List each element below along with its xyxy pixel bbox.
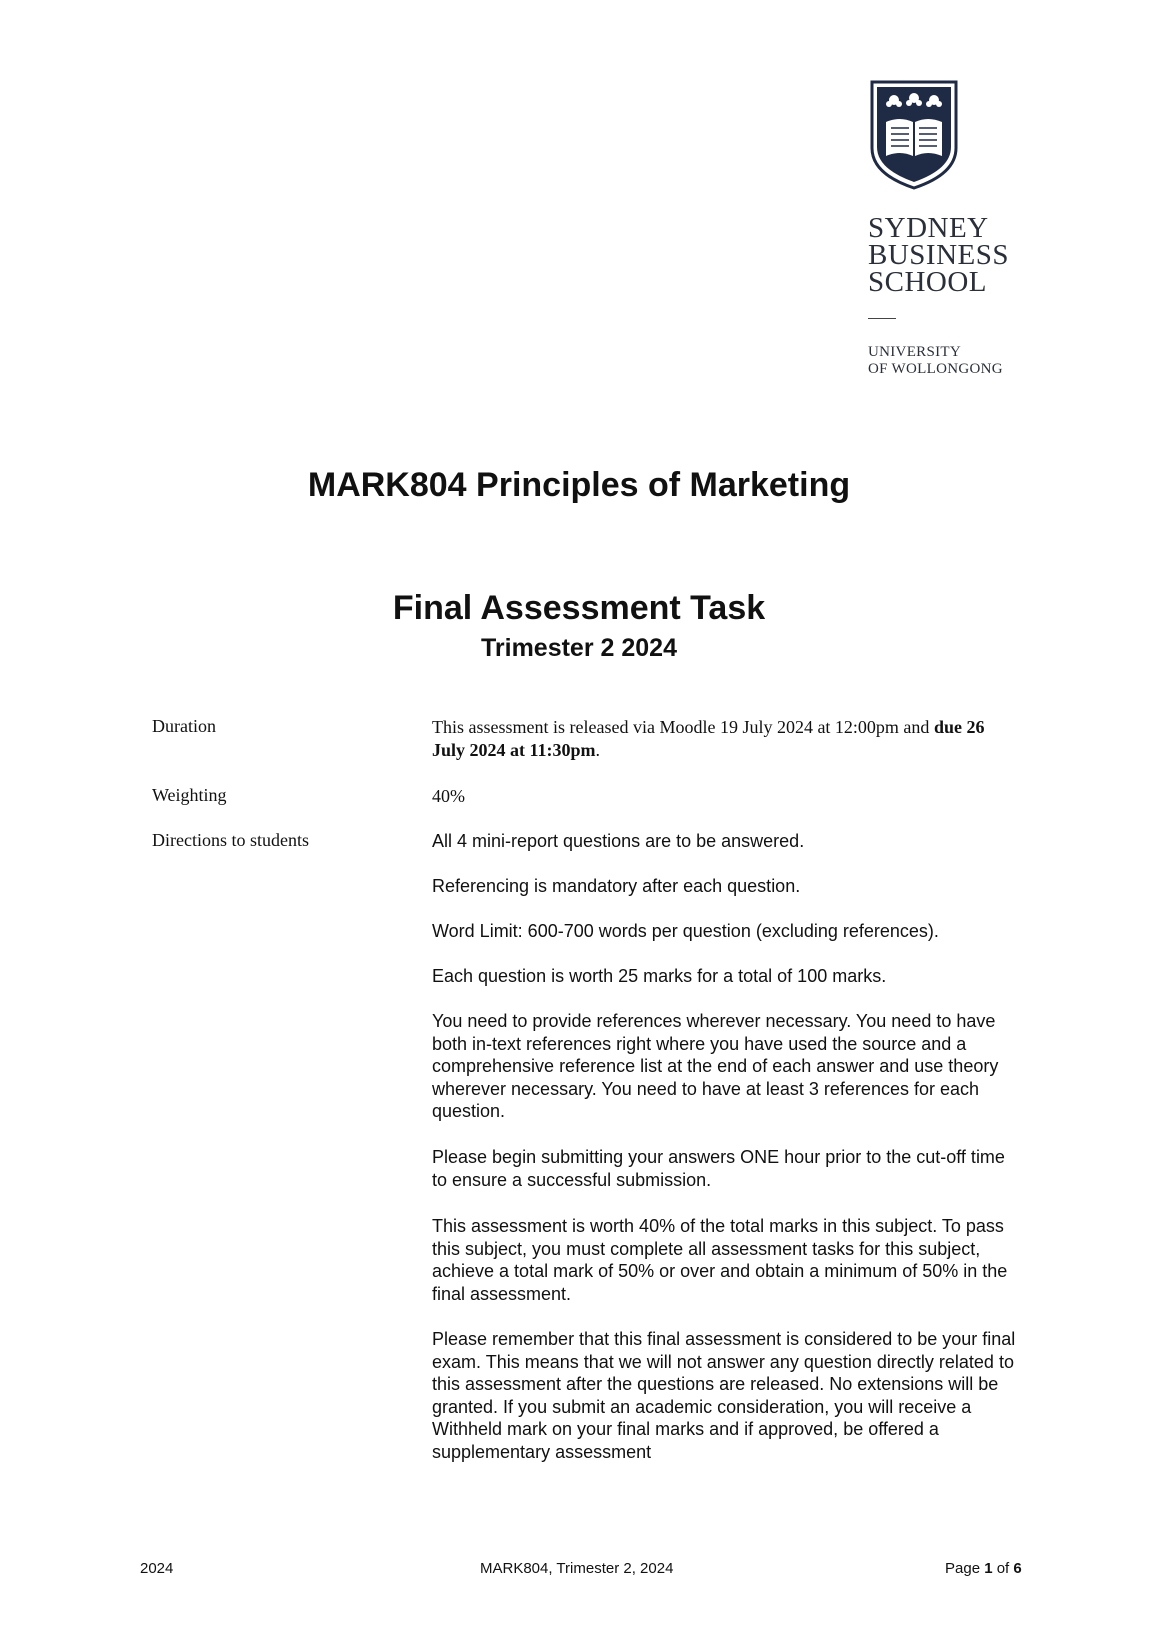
page-total: 6 (1013, 1560, 1022, 1577)
direction-paragraph: Please remember that this final assessment is considered to be your final exam. This means that we will not answer any question directly related to this assessment after the questions are released. No extensions will be granted. If you submit an academic consideration, you will receive a Withheld mark on your final marks and if approved, be offered a supplementary assessment (432, 1329, 1016, 1462)
direction-paragraph: This assessment is worth 40% of the total marks in this subject. To pass this subject, you must complete all assessment tasks for this subject, achieve a total mark of 50% or over and obtain a minimum of 50% in the final assessment. (432, 1216, 1008, 1304)
term-subtitle: Trimester 2 2024 (481, 634, 677, 662)
footer-year: 2024 (140, 1560, 174, 1577)
duration-label: Duration (152, 716, 216, 736)
logo-divider (868, 318, 896, 319)
page-number (945, 1560, 1022, 1577)
university-logo (868, 78, 1018, 378)
subject-title: MARK804 Principles of Marketing (307, 466, 851, 504)
logo-text-line: UNIVERSITY (868, 344, 961, 360)
logo-text-line: BUSINESS (868, 239, 1009, 271)
page-current: 1 (984, 1560, 993, 1577)
page-mid: of (992, 1560, 1014, 1577)
task-title: Final Assessment Task (392, 589, 766, 627)
logo-text-line: SYDNEY (868, 212, 989, 244)
duration-end: . (595, 739, 601, 760)
logo-text-line: OF WOLLONGONG (868, 361, 1003, 377)
weighting-value: 40% (432, 786, 465, 806)
weighting-label: Weighting (152, 785, 227, 805)
crest-icon (868, 78, 960, 192)
direction-paragraph: All 4 mini-report questions are to be answered. (432, 831, 805, 851)
direction-paragraph: Each question is worth 25 marks for a total of 100 marks. (432, 966, 887, 986)
duration-text: This assessment is released via Moodle 19 July 2024 at 12:00pm and (432, 717, 934, 737)
direction-paragraph: Word Limit: 600-700 words per question (excluding references). (432, 921, 939, 941)
footer-subject: MARK804, Trimester 2, 2024 (480, 1560, 674, 1577)
due-date: due 26 July 2024 at 11:30pm (432, 717, 985, 760)
duration-value (432, 716, 1018, 761)
direction-paragraph: Please begin submitting your answers ONE hour prior to the cut-off time to ensure a successful submission. (432, 1147, 1005, 1190)
logo-text-line: SCHOOL (868, 266, 988, 298)
direction-paragraph: You need to provide references wherever necessary. You need to have both in-text references right where you have used the source and a comprehensive reference list at the end of each answer and use theory wherever necessary. You need to have at least 3 references for each question. (432, 1011, 999, 1121)
direction-paragraph: Referencing is mandatory after each question. (432, 876, 801, 896)
page-prefix: Page (945, 1560, 985, 1577)
directions-label: Directions to students (152, 830, 309, 850)
